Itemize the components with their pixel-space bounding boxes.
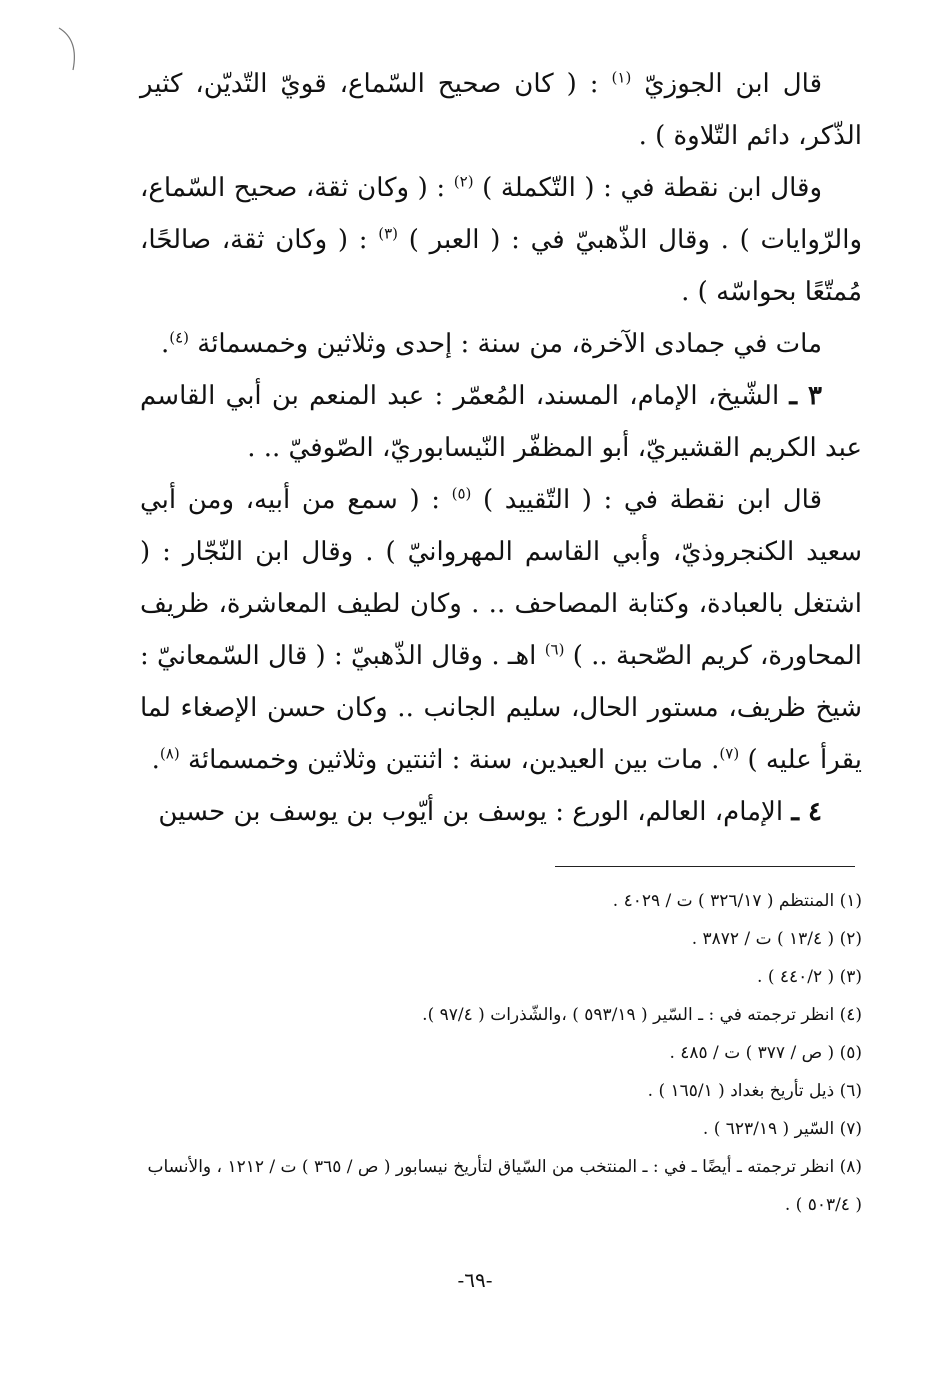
page-number: -٦٩- bbox=[457, 1268, 493, 1292]
paragraph-3: مات في جمادى الآخرة، من سنة : إحدى وثلاثين وخمسمائة $^{(٤)}$. bbox=[160, 328, 822, 359]
footnote-ref: (٣) bbox=[378, 224, 399, 243]
paragraph-6: ٤ ـ الإمام، العالم، الورع : يوسف بن أيّوب بن يوسف بن حسين bbox=[158, 797, 822, 827]
footnote-ref: (١) bbox=[611, 68, 632, 87]
paragraph-1: قال ابن الجوزيّ $^{(١)}$ : ( كان صحيح السّماع، قويّ التّديّن، كثير الذّكر، دائم التّلاوة ) . bbox=[140, 68, 862, 151]
paragraph-5: قال ابن نقطة في : ( التّقييد ) $^{(٥)}$ : ( سمع من أبيه، ومن أبي سعيد الكنجروذيّ، وأبي القاسم المهروانيّ ) . وقال ابن النّجّار : ( اشتغل بالعبادة، وكتابة المصاحف .. . وكان لطيف المعاشرة، ظريف المحاورة، كريم الصّحبة .. ) $^{(٦)}$ اهـ . وقال الذّهبيّ : ( قال السّمعانيّ : شيخ ظريف، مستور الحال، سليم الجانب .. وكان حسن الإصغاء لما يقرأ عليه ) $^{(٧)}$. مات بين العيدين، سنة : اثنتين وثلاثين وخمسمائة $^{(٨)}$. bbox=[140, 484, 863, 775]
footnote-ref: (٤) bbox=[169, 328, 189, 347]
footnote-ref: (٢) bbox=[453, 172, 474, 191]
footnote-ref: (٥) bbox=[451, 484, 472, 503]
entry-number: ٤ ـ bbox=[791, 797, 822, 827]
footnote-4: (٤) انظر ترجمته في : ـ السّير ( ٥٩٣/١٩ ) ،والشّذرات ( ٩٧/٤ ). bbox=[422, 1005, 862, 1025]
footnote-7: (٧) السّير ( ٦٢٣/١٩ ) . bbox=[702, 1119, 862, 1139]
footnote-8: (٨) انظر ترجمته ـ أيضًا ـ في : ـ المنتخب من السّياق لتأريخ نيسابور ( ص / ٣٦٥ ) ت / ١٢١٢ ، والأنساب ( ٥٠٣/٤ ) . bbox=[147, 1157, 862, 1215]
footnote-2: (٢) ( ١٣/٤ ) ت / ٣٨٧٢ . bbox=[691, 929, 862, 949]
main-text bbox=[140, 58, 862, 838]
footnote-ref: (٦) bbox=[544, 640, 565, 659]
paragraph-2: وقال ابن نقطة في : ( التّكملة ) $^{(٢)}$ : ( وكان ثقة، صحيح السّماع، والرّوايات ) . وقال الذّهبيّ في : ( العبر ) $^{(٣)}$ : ( وكان ثقة، صالحًا، مُمتّعًا بحواسّه ) . bbox=[140, 172, 862, 307]
footnote-1: (١) المنتظم ( ٣٢٦/١٧ ) ت / ٤٠٢٩ . bbox=[612, 891, 862, 911]
page-corner-mark bbox=[55, 24, 85, 74]
footnote-6: (٦) ذيل تأريخ بغداد ( ١٦٥/١ ) . bbox=[647, 1081, 862, 1101]
paragraph-4: ٣ ـ الشّيخ، الإمام، المسند، المُعمّر : عبد المنعم بن أبي القاسم عبد الكريم القشيريّ، أبو المظفّر النّيسابوريّ، الصّوفيّ .. . bbox=[140, 381, 862, 463]
footnote-5: (٥) ( ص / ٣٧٧ ) ت / ٤٨٥ . bbox=[669, 1043, 862, 1063]
footnotes bbox=[140, 882, 862, 1224]
entry-number: ٣ ـ bbox=[789, 381, 822, 411]
footnote-ref: (٨) bbox=[159, 744, 180, 763]
footnote-ref: (٧) bbox=[719, 744, 740, 763]
footnote-divider bbox=[555, 866, 855, 867]
footnote-3: (٣) ( ٤٤٠/٢ ) . bbox=[757, 967, 862, 987]
